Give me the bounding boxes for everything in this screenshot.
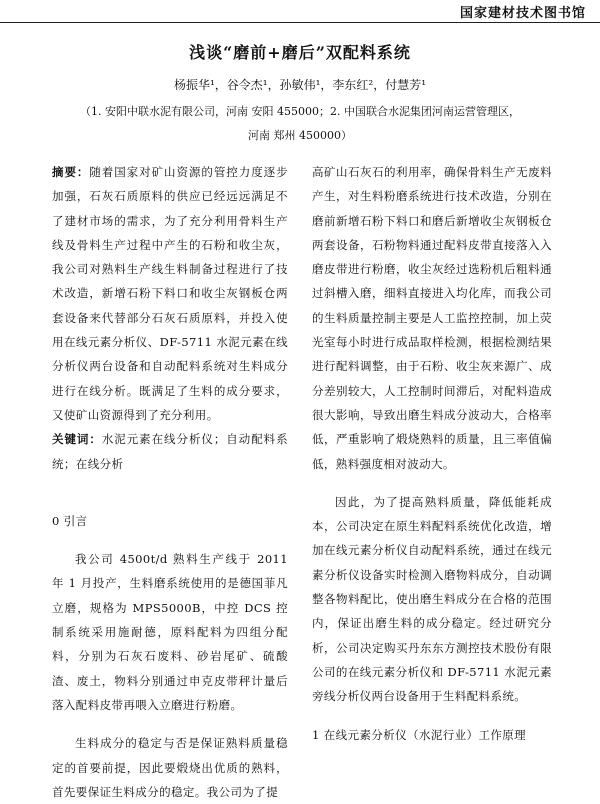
abstract-label: 摘要：	[52, 165, 90, 179]
right-paragraph-2: 因此，为了提高熟料质量，降低能耗成本，公司决定在原生料配料系统优化改造，增加在线元素分析仪自动配料系统，通过在线元素分析仪设备实时检测入磨物料成分，自动调整各物料配比，使出磨生料成分在合格的范围内，保证出磨生料的成分稳定。经过研究分析，公司决定购买丹东东方测控技术股份有限公司的在线元素分析仪和 DF-5711 水泥元素旁线分析仪两台设备用于生料配料系统。	[312, 494, 552, 704]
spacer	[52, 533, 288, 547]
affiliation-line-1: （1. 安阳中联水泥有限公司，河南 安阳 455000；2. 中国联合水泥集团河南运营管理区，	[80, 105, 520, 118]
spacer	[312, 709, 552, 723]
intro-paragraph-1: 我公司 4500t/d 熟料生产线于 2011 年 1 月投产，生料磨系统使用的是德国菲凡立磨，规格为 MPS5000B，中控 DCS 控制系统采用施耐德，原料配料为四组分配料，分别为石灰石废料、砂岩尾矿、硫酸渣、废土，物料分别通过申克皮带秤计量后落入配料皮带再喂入立磨进行粉磨。	[52, 552, 288, 712]
intro-paragraph-2: 生料成分的稳定与否是保证熟料质量稳定的首要前提，因此要煅烧出优质的熟料，首先要保证生料成分的稳定。我公司为了提	[52, 736, 288, 799]
section-1-heading: 1 在线元素分析仪（水泥行业）工作原理	[312, 727, 527, 742]
abstract-text: 随着国家对矿山资源的管控力度逐步加强，石灰石质原料的供应已经远远满足不了建材市场的需求，为了充分利用骨料生产线及骨料生产过程中产生的石粉和收尘灰，我公司对熟料生产线生料制备过程进行了技术改造，新增石粉下料口和收尘灰钢板仓两套设备来代替部分石灰石质原料，并投入使用在线元素分析仪、DF-5711 水泥元素在线分析仪两台设备和自动配料系统对生料成分进行在线分析。既满足了生料的成分要求，又使矿山资源得到了充分利用。	[52, 165, 288, 422]
journal-header	[0, 0, 600, 23]
affiliation-line-2: 河南 郑州 450000）	[248, 129, 352, 142]
section-0-heading: 0 引言	[52, 513, 88, 528]
paper-title: 浅谈“磨前+磨后”双配料系统	[189, 43, 411, 62]
continued-paragraph: 高矿山石灰石的利用率，确保骨料生产无废料产生，对生料粉磨系统进行技术改造，分别在磨前新增石粉下料口和磨后新增收尘灰钢板仓两套设备，石粉物料通过配料皮带直接落入入磨皮带进行粉磨，收尘灰经过选粉机后粗料通过斜槽入磨，细料直接进入均化库，而我公司的生料质量控制主要是人工监控控制，加上荧光室每小时进行成品取样检测，根据检测结果进行配料调整，由于石粉、收尘灰来源广、成分差别较大，人工控制时间滞后，对配料造成很大影响，导致出磨生料成分波动大，合格率低，严重影响了煅烧熟料的质量，且三率值偏低，熟料强度相对波动大。	[312, 165, 552, 471]
keywords	[52, 427, 288, 476]
abstract	[52, 160, 288, 427]
left-column	[52, 160, 288, 804]
keywords-text: 水泥元素在线分析仪；自动配料系统；在线分析	[52, 432, 289, 471]
author-list: 杨振华¹，谷令杰¹，孙敏伟¹，李东红²，付慧芳¹	[173, 78, 427, 92]
keywords-label: 关键词：	[52, 432, 102, 447]
spacer	[312, 476, 552, 490]
right-column	[312, 160, 552, 747]
spacer	[52, 717, 288, 731]
spacer	[52, 476, 288, 509]
journal-name: 国家建材技术图书馆	[459, 6, 586, 21]
